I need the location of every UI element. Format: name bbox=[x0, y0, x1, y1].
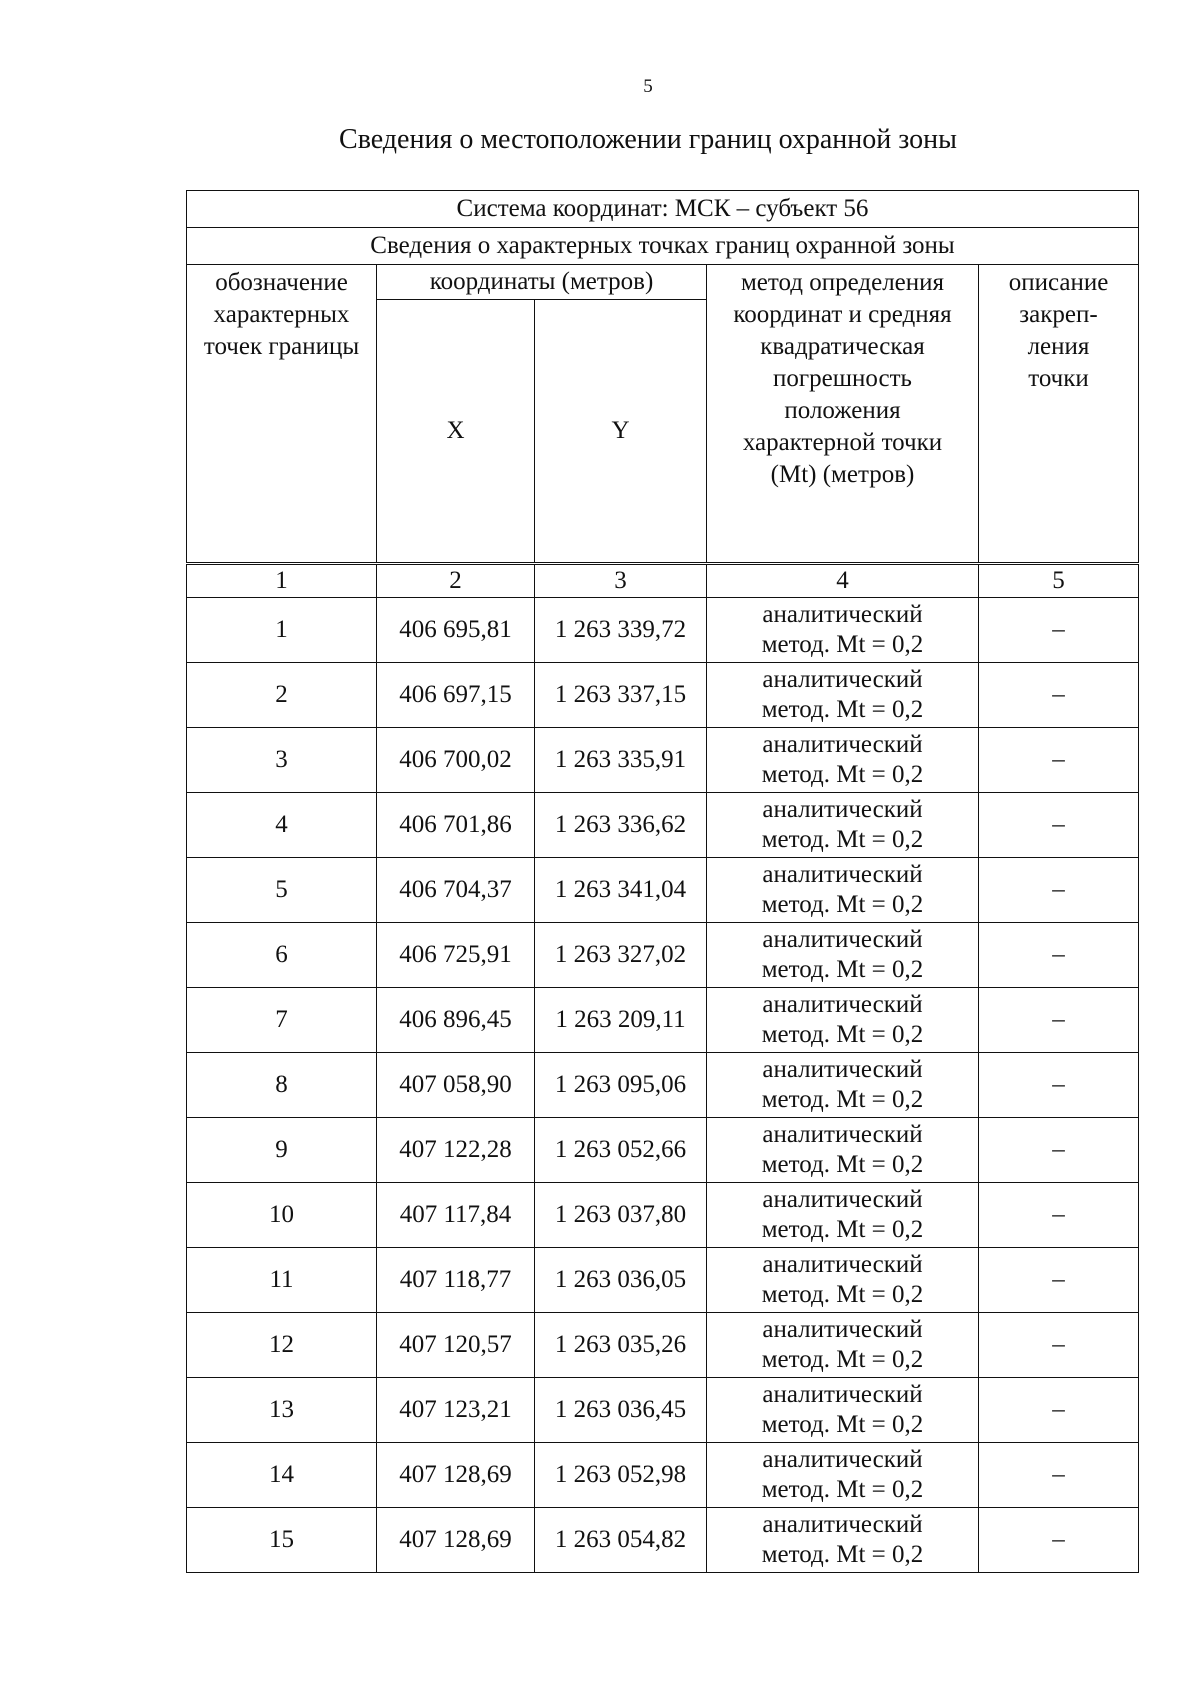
fixing-description-cell: – bbox=[979, 663, 1139, 728]
fixing-description-cell: – bbox=[979, 1378, 1139, 1443]
method-line-2: метод. Mt = 0,2 bbox=[761, 1281, 924, 1308]
method-line-2: метод. Mt = 0,2 bbox=[761, 1476, 924, 1503]
fixing-description-cell: – bbox=[979, 728, 1139, 793]
method-line-1: аналитический bbox=[762, 731, 923, 758]
method-line-1: аналитический bbox=[762, 1186, 923, 1213]
method-line-1: аналитический bbox=[762, 601, 923, 628]
point-number-cell: 1 bbox=[187, 598, 377, 663]
method-line-2: метод. Mt = 0,2 bbox=[761, 1151, 924, 1178]
point-number-cell: 11 bbox=[187, 1248, 377, 1313]
method-line-2: метод. Mt = 0,2 bbox=[761, 826, 924, 853]
method-cell bbox=[707, 663, 979, 728]
y-coordinate-cell: 1 263 335,91 bbox=[535, 728, 707, 793]
y-coordinate-cell: 1 263 341,04 bbox=[535, 858, 707, 923]
column-number-1: 1 bbox=[187, 564, 377, 598]
method-line-1: аналитический bbox=[762, 1446, 923, 1473]
method-line-1: аналитический bbox=[762, 861, 923, 888]
method-cell bbox=[707, 1313, 979, 1378]
x-coordinate-cell: 407 118,77 bbox=[377, 1248, 535, 1313]
column-number-5: 5 bbox=[979, 564, 1139, 598]
y-coordinate-cell: 1 263 327,02 bbox=[535, 923, 707, 988]
y-coordinate-cell: 1 263 052,98 bbox=[535, 1443, 707, 1508]
method-line-2: метод. Mt = 0,2 bbox=[761, 1086, 924, 1113]
table-row bbox=[187, 1508, 1139, 1573]
method-cell bbox=[707, 1443, 979, 1508]
method-cell bbox=[707, 858, 979, 923]
method-cell bbox=[707, 1508, 979, 1573]
point-number-cell: 12 bbox=[187, 1313, 377, 1378]
x-coordinate-cell: 406 896,45 bbox=[377, 988, 535, 1053]
fixing-description-cell: – bbox=[979, 598, 1139, 663]
method-line-2: метод. Mt = 0,2 bbox=[761, 1216, 924, 1243]
method-line-2: метод. Mt = 0,2 bbox=[761, 761, 924, 788]
x-coordinate-cell: 406 700,02 bbox=[377, 728, 535, 793]
method-cell bbox=[707, 1248, 979, 1313]
fixing-description-cell: – bbox=[979, 1053, 1139, 1118]
point-number-cell: 6 bbox=[187, 923, 377, 988]
column-number-4: 4 bbox=[707, 564, 979, 598]
coordinate-system-row bbox=[187, 191, 1139, 228]
method-cell bbox=[707, 793, 979, 858]
method-cell bbox=[707, 1053, 979, 1118]
x-coordinate-cell: 407 117,84 bbox=[377, 1183, 535, 1248]
x-coordinate-cell: 406 704,37 bbox=[377, 858, 535, 923]
point-number-cell: 2 bbox=[187, 663, 377, 728]
fixing-description-cell: – bbox=[979, 1183, 1139, 1248]
column-number-2: 2 bbox=[377, 564, 535, 598]
method-line-1: аналитический bbox=[762, 1511, 923, 1538]
fixing-description-cell: – bbox=[979, 1248, 1139, 1313]
point-number-cell: 4 bbox=[187, 793, 377, 858]
method-line-2: метод. Mt = 0,2 bbox=[761, 1411, 924, 1438]
table-row bbox=[187, 1248, 1139, 1313]
method-line-1: аналитический bbox=[762, 926, 923, 953]
table-row bbox=[187, 1378, 1139, 1443]
header-coordinates: координаты (метров) bbox=[377, 265, 707, 300]
method-line-1: аналитический bbox=[762, 1121, 923, 1148]
point-number-cell: 13 bbox=[187, 1378, 377, 1443]
x-coordinate-cell: 406 701,86 bbox=[377, 793, 535, 858]
method-line-1: аналитический bbox=[762, 1251, 923, 1278]
method-line-2: метод. Mt = 0,2 bbox=[761, 1541, 924, 1568]
document-title: Сведения о местоположении границ охранной зоны bbox=[339, 124, 957, 155]
table-row bbox=[187, 1183, 1139, 1248]
header-point-designation: обозначение характерных точек границы bbox=[187, 265, 377, 564]
fixing-description-cell: – bbox=[979, 923, 1139, 988]
table-row bbox=[187, 1118, 1139, 1183]
method-line-2: метод. Mt = 0,2 bbox=[761, 631, 924, 658]
x-coordinate-cell: 407 123,21 bbox=[377, 1378, 535, 1443]
page-number: 5 bbox=[643, 76, 653, 97]
method-line-1: аналитический bbox=[762, 1056, 923, 1083]
point-number-cell: 10 bbox=[187, 1183, 377, 1248]
header-row-1 bbox=[187, 265, 1139, 300]
y-coordinate-cell: 1 263 036,05 bbox=[535, 1248, 707, 1313]
method-cell bbox=[707, 1183, 979, 1248]
table-row bbox=[187, 598, 1139, 663]
method-line-1: аналитический bbox=[762, 796, 923, 823]
x-coordinate-cell: 406 695,81 bbox=[377, 598, 535, 663]
table-row bbox=[187, 728, 1139, 793]
method-line-2: метод. Mt = 0,2 bbox=[761, 1021, 924, 1048]
column-numbers-row bbox=[187, 564, 1139, 598]
point-number-cell: 15 bbox=[187, 1508, 377, 1573]
x-coordinate-cell: 407 128,69 bbox=[377, 1443, 535, 1508]
table-row bbox=[187, 793, 1139, 858]
coordinate-system-label: Система координат: МСК – субъект 56 bbox=[187, 191, 1139, 228]
method-cell bbox=[707, 1118, 979, 1183]
coordinates-table bbox=[186, 190, 1139, 1573]
table-row bbox=[187, 1053, 1139, 1118]
header-fixing: описание закреп-ления точки bbox=[979, 265, 1139, 564]
point-number-cell: 14 bbox=[187, 1443, 377, 1508]
y-coordinate-cell: 1 263 036,45 bbox=[535, 1378, 707, 1443]
point-number-cell: 3 bbox=[187, 728, 377, 793]
table-row bbox=[187, 923, 1139, 988]
y-coordinate-cell: 1 263 054,82 bbox=[535, 1508, 707, 1573]
fixing-description-cell: – bbox=[979, 988, 1139, 1053]
y-coordinate-cell: 1 263 035,26 bbox=[535, 1313, 707, 1378]
header-method: метод определения координат и средняя квадратическая погрешность положения характерной точки (Mt) (метров) bbox=[707, 265, 979, 564]
fixing-description-cell: – bbox=[979, 1313, 1139, 1378]
fixing-description-cell: – bbox=[979, 858, 1139, 923]
fixing-description-cell: – bbox=[979, 1443, 1139, 1508]
y-coordinate-cell: 1 263 336,62 bbox=[535, 793, 707, 858]
x-coordinate-cell: 407 058,90 bbox=[377, 1053, 535, 1118]
method-line-1: аналитический bbox=[762, 666, 923, 693]
method-cell bbox=[707, 1378, 979, 1443]
point-number-cell: 5 bbox=[187, 858, 377, 923]
header-x: X bbox=[377, 300, 535, 564]
column-number-3: 3 bbox=[535, 564, 707, 598]
method-cell bbox=[707, 728, 979, 793]
y-coordinate-cell: 1 263 037,80 bbox=[535, 1183, 707, 1248]
fixing-description-cell: – bbox=[979, 793, 1139, 858]
table-row bbox=[187, 858, 1139, 923]
table-row bbox=[187, 1443, 1139, 1508]
x-coordinate-cell: 407 122,28 bbox=[377, 1118, 535, 1183]
y-coordinate-cell: 1 263 095,06 bbox=[535, 1053, 707, 1118]
x-coordinate-cell: 406 697,15 bbox=[377, 663, 535, 728]
point-number-cell: 8 bbox=[187, 1053, 377, 1118]
method-line-1: аналитический bbox=[762, 1316, 923, 1343]
method-line-2: метод. Mt = 0,2 bbox=[761, 891, 924, 918]
method-cell bbox=[707, 598, 979, 663]
x-coordinate-cell: 407 128,69 bbox=[377, 1508, 535, 1573]
x-coordinate-cell: 406 725,91 bbox=[377, 923, 535, 988]
header-y: Y bbox=[535, 300, 707, 564]
section-title: Сведения о характерных точках границ охранной зоны bbox=[187, 228, 1139, 265]
y-coordinate-cell: 1 263 052,66 bbox=[535, 1118, 707, 1183]
method-line-2: метод. Mt = 0,2 bbox=[761, 1346, 924, 1373]
point-number-cell: 7 bbox=[187, 988, 377, 1053]
y-coordinate-cell: 1 263 337,15 bbox=[535, 663, 707, 728]
y-coordinate-cell: 1 263 339,72 bbox=[535, 598, 707, 663]
section-title-row bbox=[187, 228, 1139, 265]
table-row bbox=[187, 1313, 1139, 1378]
fixing-description-cell: – bbox=[979, 1118, 1139, 1183]
x-coordinate-cell: 407 120,57 bbox=[377, 1313, 535, 1378]
method-cell bbox=[707, 923, 979, 988]
method-line-2: метод. Mt = 0,2 bbox=[761, 696, 924, 723]
table-row bbox=[187, 988, 1139, 1053]
method-line-1: аналитический bbox=[762, 991, 923, 1018]
y-coordinate-cell: 1 263 209,11 bbox=[535, 988, 707, 1053]
table-row bbox=[187, 663, 1139, 728]
method-line-2: метод. Mt = 0,2 bbox=[761, 956, 924, 983]
method-line-1: аналитический bbox=[762, 1381, 923, 1408]
method-cell bbox=[707, 988, 979, 1053]
point-number-cell: 9 bbox=[187, 1118, 377, 1183]
fixing-description-cell: – bbox=[979, 1508, 1139, 1573]
